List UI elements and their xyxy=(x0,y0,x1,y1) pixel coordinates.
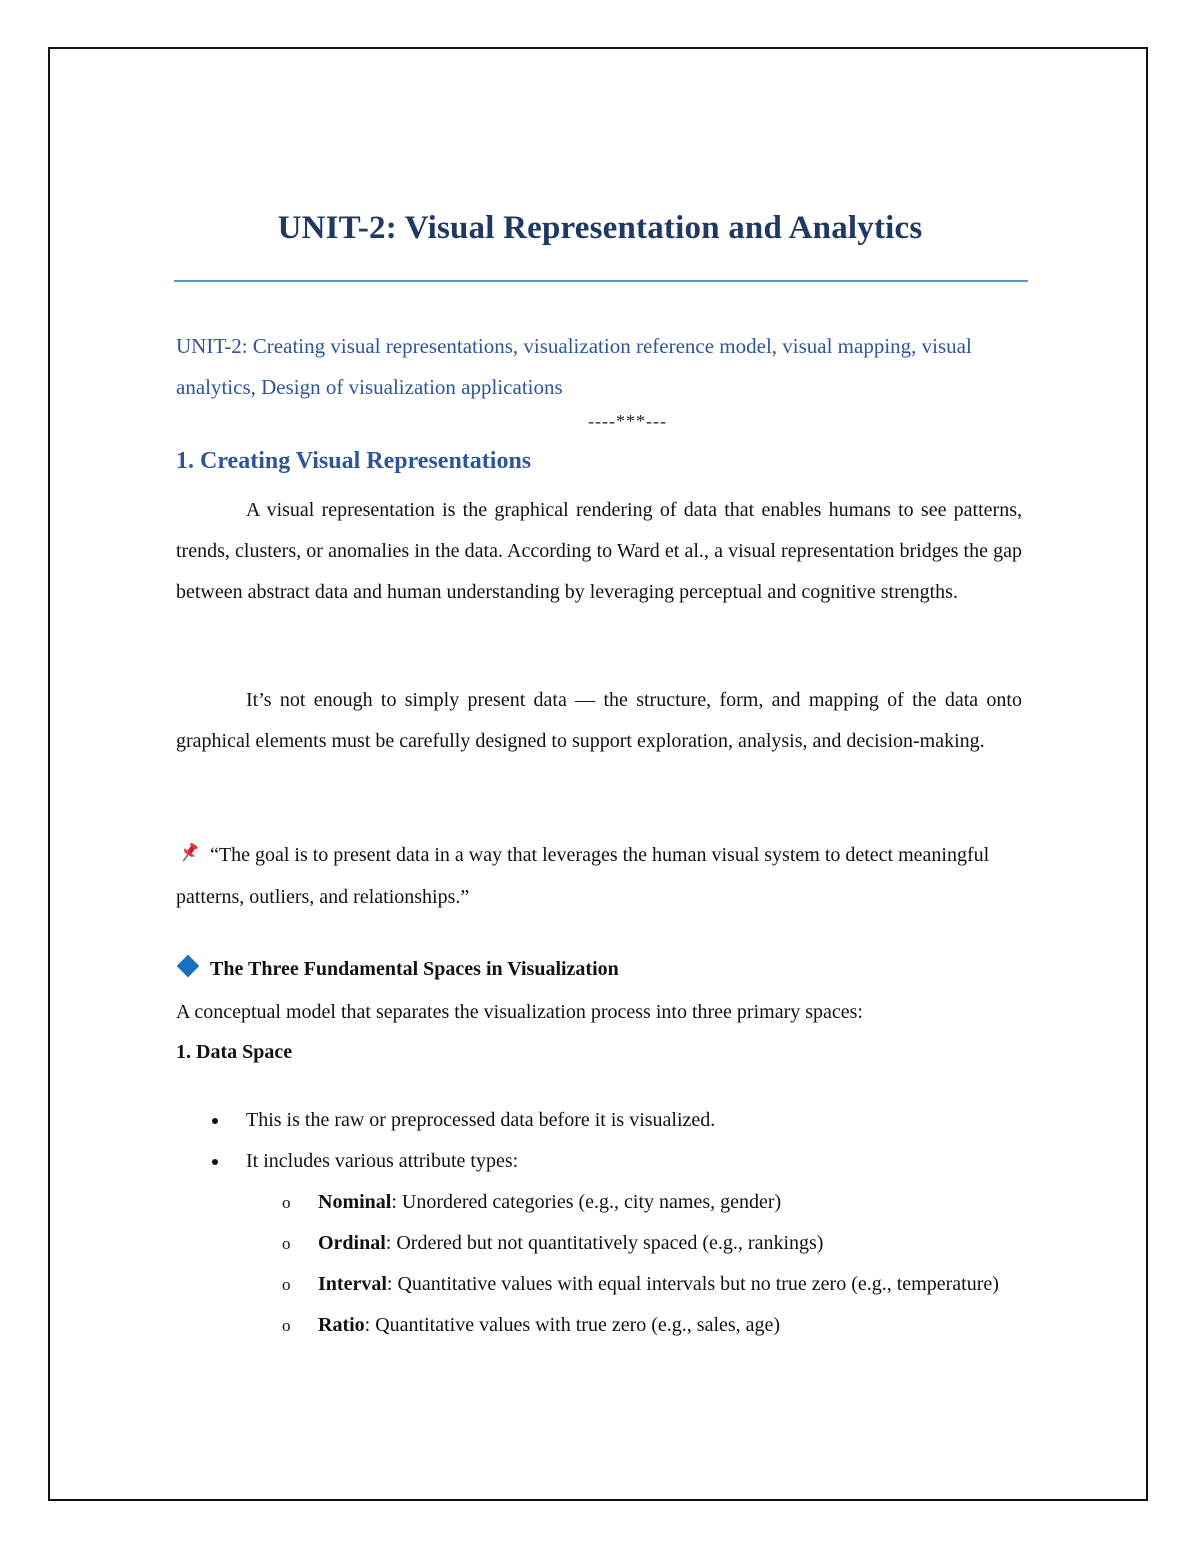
spaces-heading-text: The Three Fundamental Spaces in Visualization xyxy=(210,958,619,980)
attribute-type-item xyxy=(176,1305,1026,1346)
list-item xyxy=(176,1100,1026,1141)
spaces-heading xyxy=(176,949,619,989)
attribute-term: Nominal xyxy=(318,1191,392,1213)
attribute-desc: : Quantitative values with true zero (e.g., sales, age) xyxy=(364,1314,781,1336)
sub-bullet-marker: o xyxy=(282,1316,291,1335)
attribute-type-list xyxy=(246,1182,1026,1346)
bullet-icon xyxy=(212,1159,218,1165)
attribute-desc: : Quantitative values with equal intervals but no true zero (e.g., temperature) xyxy=(386,1273,999,1295)
attribute-term: Interval xyxy=(318,1273,387,1295)
quote-text: “The goal is to present data in a way that leverages the human visual system to detect meaningful patterns, outliers, and relationships.” xyxy=(176,844,990,908)
sub-bullet-marker: o xyxy=(282,1275,291,1294)
attribute-desc: : Ordered but not quantitatively spaced (e.g., rankings) xyxy=(385,1232,824,1254)
paragraph-structure-form: It’s not enough to simply present data — the structure, form, and mapping of the data onto graphical elements must be carefully designed to support exploration, analysis, and decision-making. xyxy=(176,689,1022,752)
blue-diamond-icon xyxy=(177,955,200,978)
list-item xyxy=(176,1141,1026,1346)
attribute-term: Ratio xyxy=(318,1314,365,1336)
data-space-list xyxy=(176,1100,1026,1346)
sub-bullet-marker: o xyxy=(282,1193,291,1212)
section-heading: 1. Creating Visual Representations xyxy=(176,448,532,474)
paragraph-visual-representation: A visual representation is the graphical rendering of data that enables humans to see patterns, trends, clusters, or anomalies in the data. According to Ward et al., a visual representation bridges the gap between abstract data and human understanding by leveraging perceptual and cognitive strengths. xyxy=(176,499,1022,603)
pushpin-icon xyxy=(176,837,202,859)
sub-bullet-marker: o xyxy=(282,1234,291,1253)
data-space-heading: 1. Data Space xyxy=(176,1041,293,1063)
attribute-type-item xyxy=(176,1264,1026,1305)
unit-subtitle: UNIT-2: Creating visual representations, visualization reference model, visual mapping, visual analytics, Design of visualization applications xyxy=(176,334,972,399)
spaces-intro: A conceptual model that separates the visualization process into three primary spaces: xyxy=(176,1001,863,1023)
goal-quote xyxy=(176,834,1022,918)
attribute-desc: : Unordered categories (e.g., city names, gender) xyxy=(391,1191,782,1213)
attribute-type-item xyxy=(176,1182,1026,1223)
attribute-type-item xyxy=(176,1223,1026,1264)
section-separator: ----***--- xyxy=(588,411,667,431)
bullet-icon xyxy=(212,1118,218,1124)
page-title: UNIT-2: Visual Representation and Analytics xyxy=(277,210,923,246)
attribute-term: Ordinal xyxy=(318,1232,386,1254)
title-divider xyxy=(174,280,1028,282)
list-item-text: It includes various attribute types: xyxy=(246,1150,519,1172)
list-item-text: This is the raw or preprocessed data before it is visualized. xyxy=(246,1109,716,1131)
